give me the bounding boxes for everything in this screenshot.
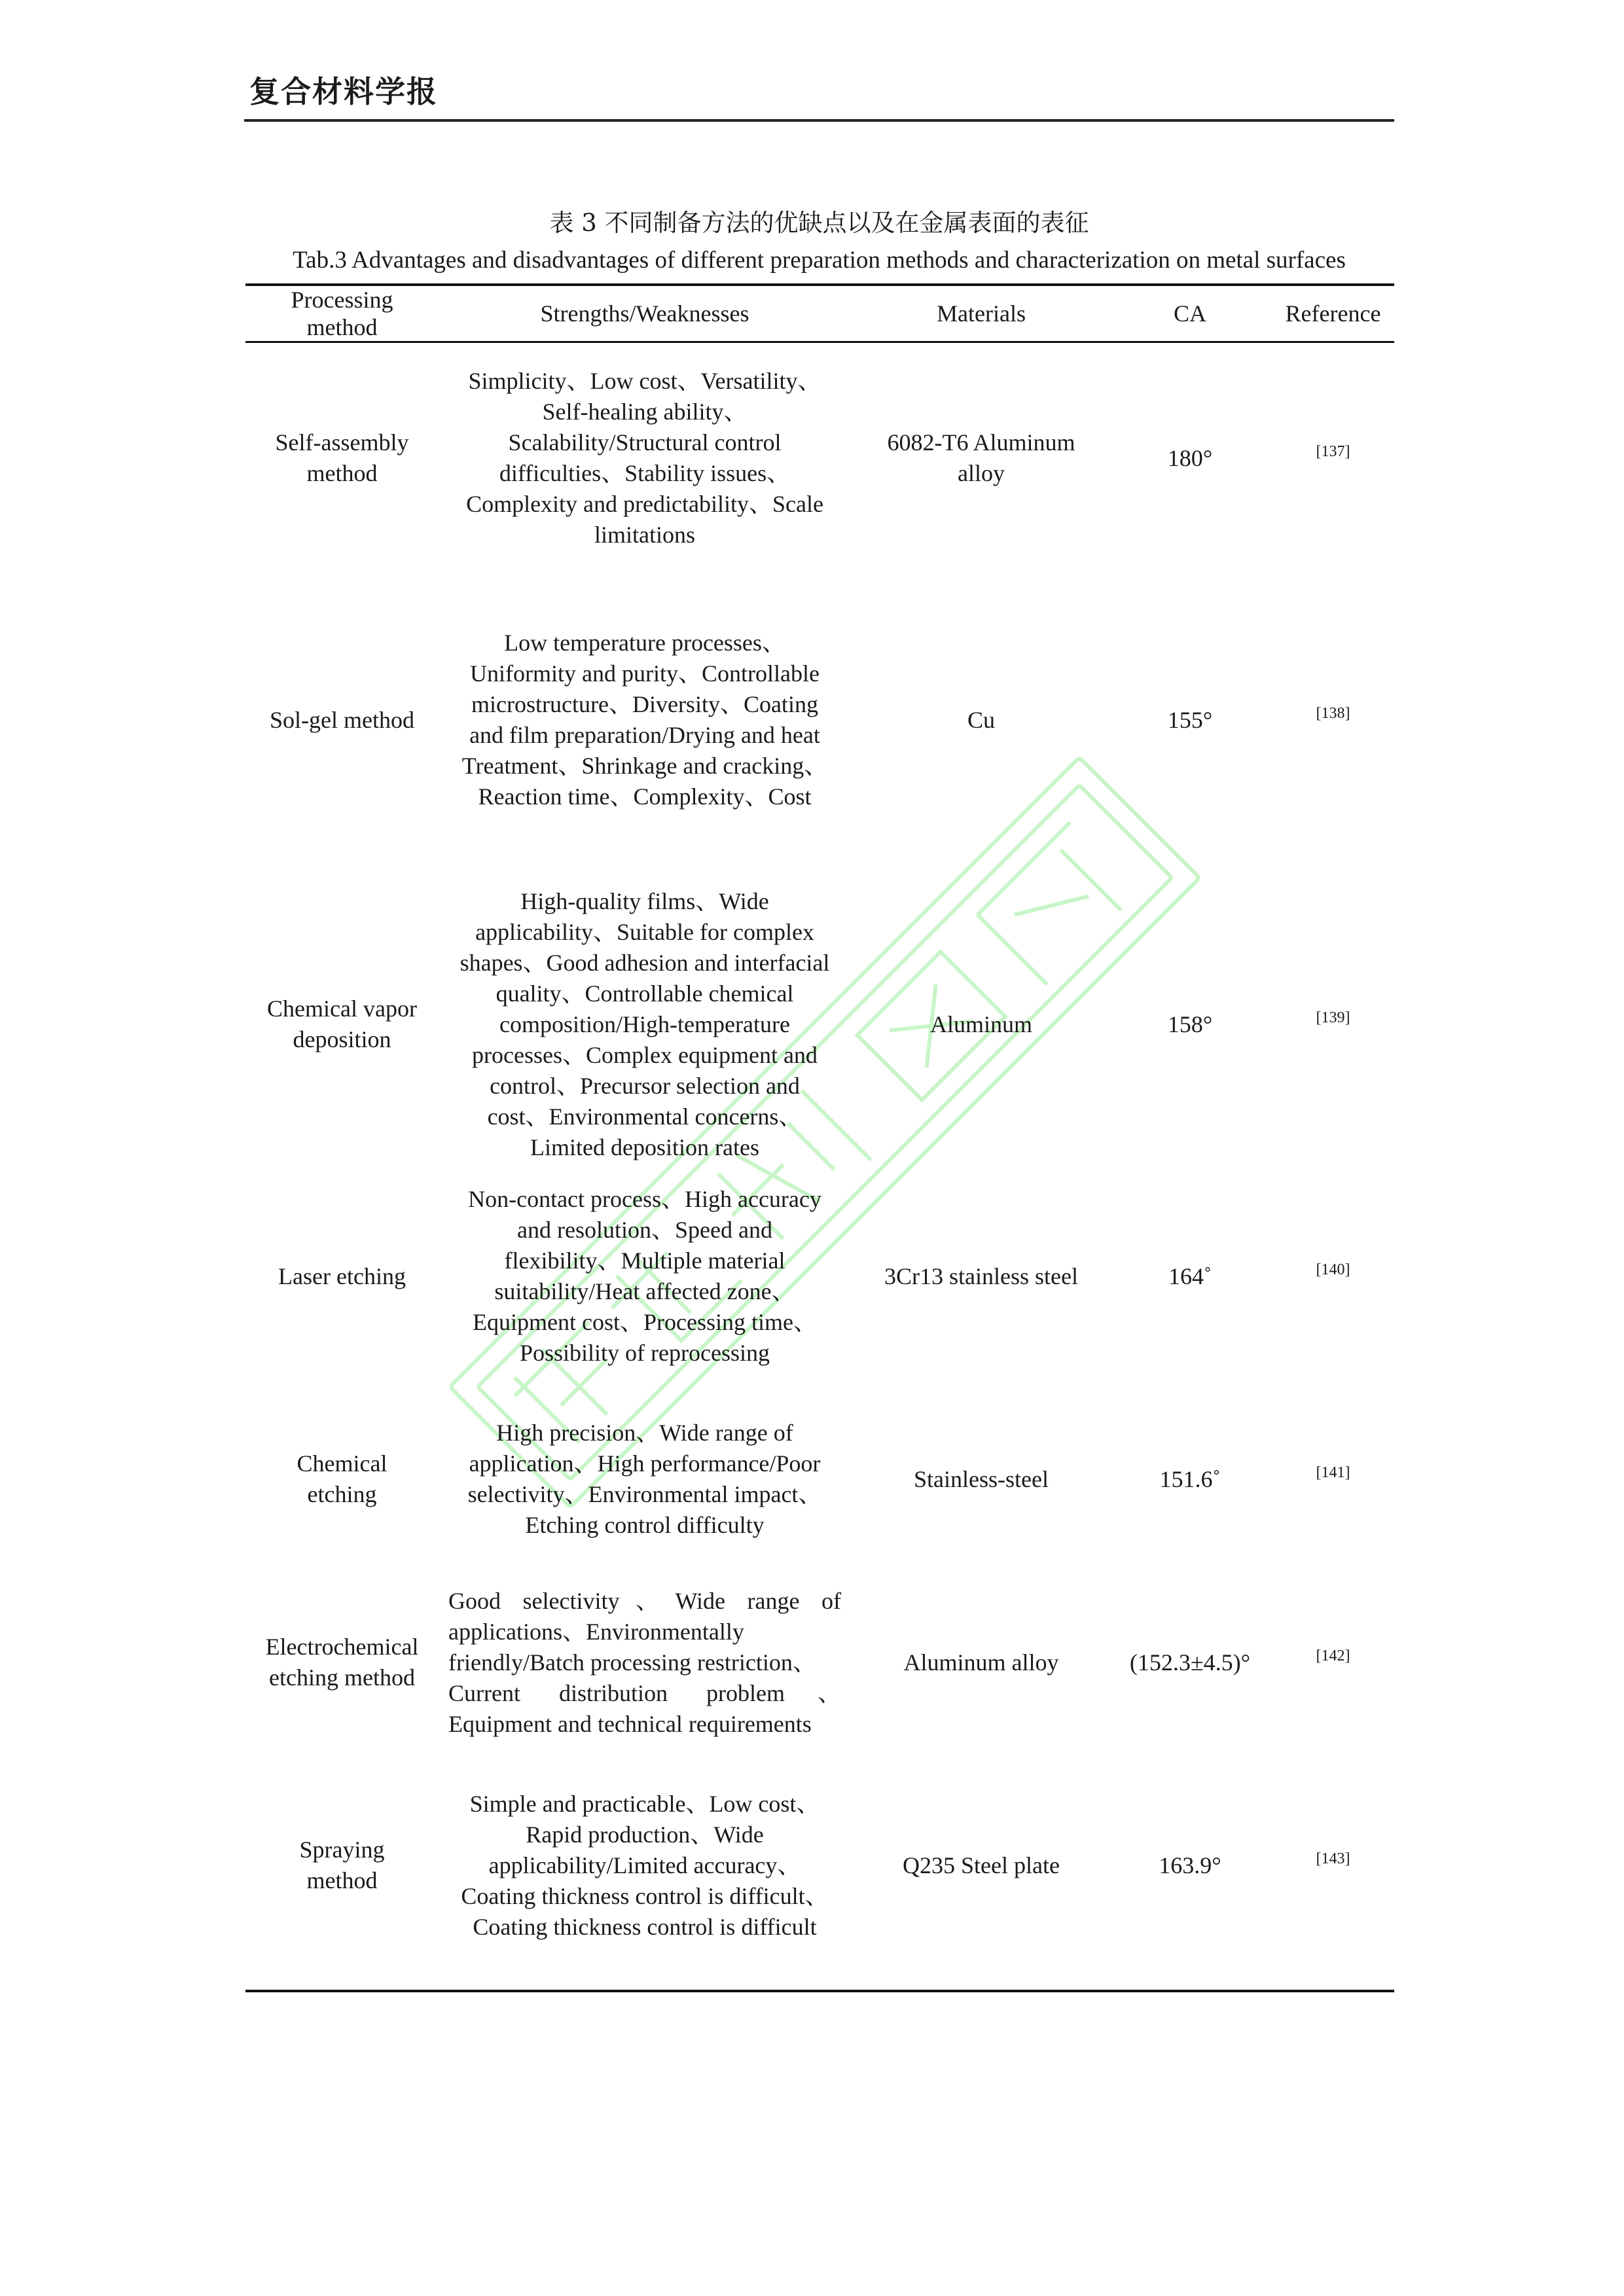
table-row — [245, 877, 1394, 1172]
cell-strengths: Non-contact process、High accuracy and resolution、Speed and flexibility、Multiple material suitability/Heat affected zone、 Equipment cost、Processing time、 Possibility of reprocessing — [468, 1186, 821, 1366]
cell-strengths: High-quality films、Wide applicability、Suitable for complex shapes、Good adhesion and interfacial quality、Controllable chemical composition/High-temperature processes、Complex equipment and control、Precursor selection and cost、Environmental concerns、 Limited deposition rates — [460, 888, 830, 1160]
journal-header — [244, 71, 1394, 122]
table-caption-en: Tab.3 Advantages and disadvantages of different preparation methods and characterization on metal surfaces — [293, 247, 1346, 274]
table-header-row — [245, 285, 1394, 342]
cell-materials: Stainless-steel — [914, 1465, 1049, 1492]
cell-materials: 6082-T6 Aluminum alloy — [887, 429, 1075, 486]
cell-method: Chemical vapor deposition — [267, 996, 417, 1052]
cell-method: Sol-gel method — [270, 706, 414, 733]
cell-materials: Q235 Steel plate — [903, 1852, 1060, 1878]
cell-materials: Aluminum alloy — [903, 1649, 1059, 1676]
table-row — [245, 1178, 1394, 1374]
table-row — [245, 622, 1394, 818]
cell-reference: [140] — [1316, 1261, 1350, 1278]
cell-reference: [143] — [1316, 1850, 1350, 1867]
journal-title: 复合材料学报 — [249, 74, 438, 109]
cell-strengths: Simplicity、Low cost、Versatility、 Self-healing ability、 Scalability/Structural control difficulties、Stability issues、 Complexity and predictability、Scale limitations — [466, 368, 823, 548]
cell-materials: Cu — [967, 706, 995, 733]
header-reference: Reference — [1285, 300, 1381, 327]
cell-ca: 163.9° — [1159, 1852, 1221, 1878]
header-materials: Materials — [937, 300, 1026, 327]
cell-ca: 164˚ — [1168, 1263, 1212, 1289]
cell-strengths: High precision、Wide range of application、High performance/Poor selectivity、Environmental impact、 Etching control difficulty — [467, 1420, 822, 1538]
cell-ca: 158° — [1167, 1011, 1213, 1037]
cell-strengths: Simple and practicable、Low cost、 Rapid production、Wide applicability/Limited accuracy、 Coating thickness control is difficult、 Coating thickness control is difficult — [461, 1790, 829, 1940]
cell-method: Electrochemical etching method — [265, 1634, 419, 1691]
cell-method: Spraying method — [299, 1837, 385, 1893]
table-row — [245, 1780, 1394, 1950]
header-processing-method: Processing method — [291, 287, 393, 340]
cell-reference: [137] — [1316, 442, 1350, 460]
cell-reference: [138] — [1316, 704, 1350, 722]
table-row — [245, 360, 1394, 556]
table-caption-cn: 表 3 不同制备方法的优缺点以及在金属表面的表征 — [549, 209, 1089, 237]
header-ca: CA — [1173, 300, 1206, 327]
cell-method: Chemical etching — [297, 1450, 388, 1507]
header-strengths-weaknesses: Strengths/Weaknesses — [540, 300, 749, 327]
cell-method: Self-assembly method — [275, 429, 409, 486]
cell-reference: [141] — [1316, 1463, 1350, 1481]
cell-reference: [142] — [1316, 1647, 1350, 1664]
cell-ca: 155° — [1167, 706, 1213, 733]
table-row — [245, 1407, 1394, 1551]
cell-ca: (152.3±4.5)° — [1129, 1649, 1251, 1676]
cell-method: Laser etching — [278, 1263, 406, 1289]
cell-materials: 3Cr13 stainless steel — [884, 1263, 1078, 1289]
cell-strengths: Good selectivity、Wide range of applications、Environmentally friendly/Batch processing restriction、 Current distribution problem、 Equipment and technical requirements — [448, 1587, 841, 1737]
cell-ca: 180° — [1167, 444, 1213, 471]
table-bottom-rule — [245, 1990, 1394, 1992]
cell-materials: Aluminum — [929, 1011, 1032, 1037]
table-row — [245, 1577, 1394, 1748]
cell-ca: 151.6˚ — [1159, 1465, 1221, 1492]
cell-reference: [139] — [1316, 1009, 1350, 1026]
cell-strengths: Low temperature processes、 Uniformity and purity、Controllable microstructure、Diversity、Coating and film preparation/Drying and heat Treatment、Shrinkage and cracking、 Reaction time、Complexity、Cost — [461, 630, 828, 810]
